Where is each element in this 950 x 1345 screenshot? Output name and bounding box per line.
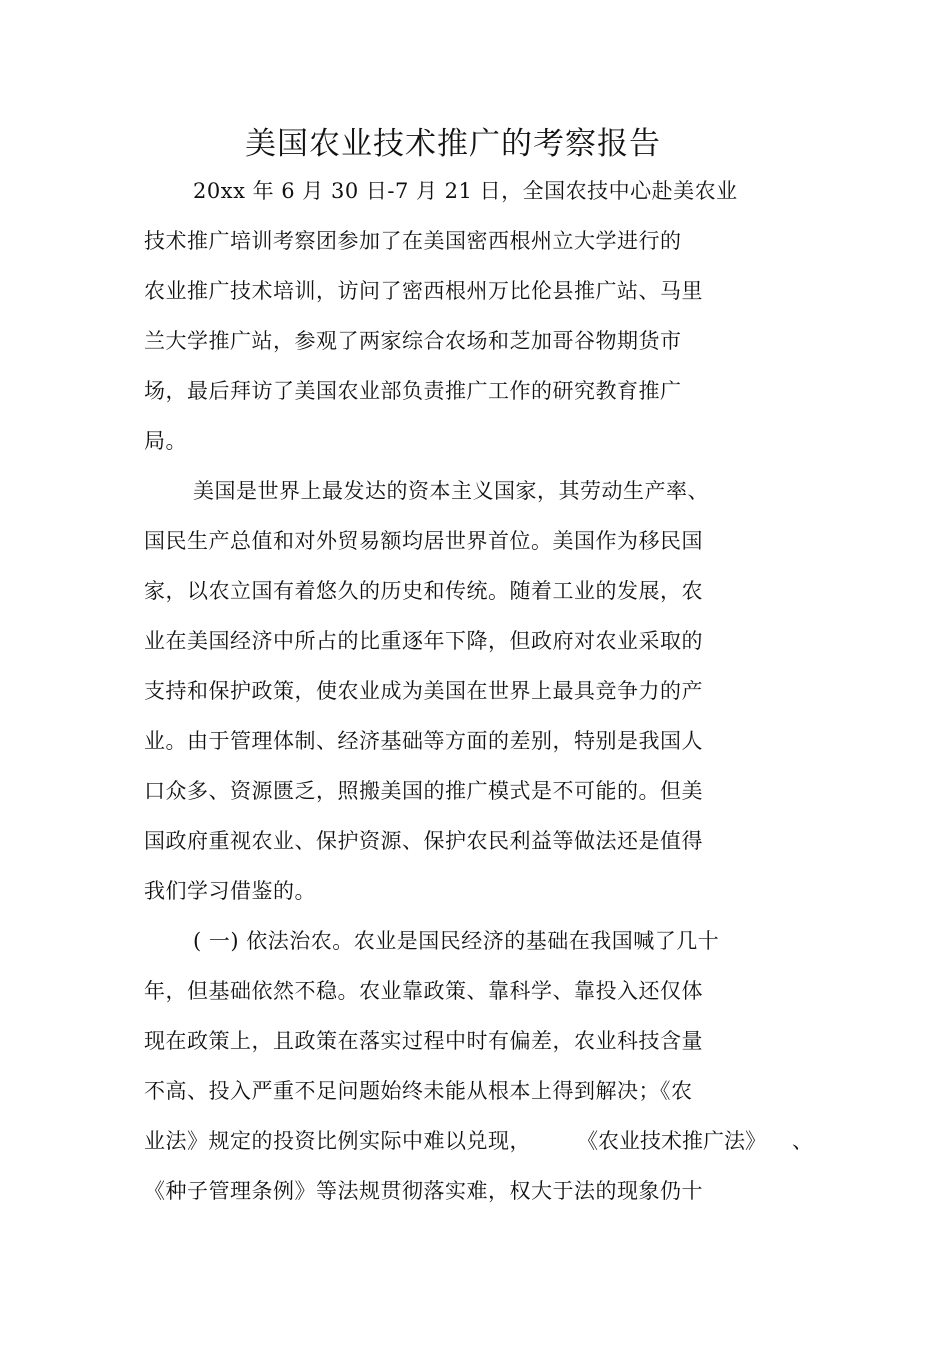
paragraph-1-line-3: 农业推广技术培训，访问了密西根州万比伦县推广站、马里 xyxy=(144,279,703,303)
paragraph-3-line-6: 《种子管理条例》等法规贯彻落实难，权大于法的现象仍十 xyxy=(144,1179,703,1203)
paragraph-2-line-7: 口众多、资源匮乏，照搬美国的推广模式是不可能的。但美 xyxy=(144,779,703,803)
paragraph-3-line-5-law-title: 《农业技术推广法》 xyxy=(577,1129,766,1153)
paragraph-2-line-9: 我们学习借鉴的。 xyxy=(144,879,316,903)
paragraph-3-line-4: 不高、投入严重不足问题始终未能从根本上得到解决；《农 xyxy=(144,1079,693,1103)
paragraph-1-line-4: 兰大学推广站，参观了两家综合农场和芝加哥谷物期货市 xyxy=(144,329,682,353)
paragraph-1-line-1: 20xx 年 6 月 30 日-7 月 21 日，全国农技中心赴美农业 xyxy=(193,179,738,203)
paragraph-2-line-3: 家，以农立国有着悠久的历史和传统。随着工业的发展，农 xyxy=(144,579,703,603)
paragraph-2-line-8: 国政府重视农业、保护资源、保护农民利益等做法还是值得 xyxy=(144,829,703,853)
paragraph-2-line-6: 业。由于管理体制、经济基础等方面的差别，特别是我国人 xyxy=(144,729,703,753)
paragraph-3-line-2: 年，但基础依然不稳。农业靠政策、靠科学、靠投入还仅体 xyxy=(144,979,703,1003)
paragraph-3-line-3: 现在政策上，且政策在落实过程中时有偏差，农业科技含量 xyxy=(144,1029,703,1053)
paragraph-2-line-1: 美国是世界上最发达的资本主义国家，其劳动生产率、 xyxy=(193,479,709,503)
paragraph-3-line-1: ( 一) 依法治农。农业是国民经济的基础在我国喊了几十 xyxy=(193,929,720,953)
paragraph-1-line-6: 局。 xyxy=(144,429,187,453)
paragraph-2-line-4: 业在美国经济中所占的比重逐年下降，但政府对农业采取的 xyxy=(144,629,703,653)
paragraph-3-line-5: 业法》规定的投资比例实际中难以兑现， xyxy=(144,1129,531,1153)
paragraph-2-line-5: 支持和保护政策，使农业成为美国在世界上最具竞争力的产 xyxy=(144,679,703,703)
paragraph-3-line-5-separator: 、 xyxy=(792,1129,813,1153)
paragraph-2-line-2: 国民生产总值和对外贸易额均居世界首位。美国作为移民国 xyxy=(144,529,703,553)
paragraph-1-line-2: 技术推广培训考察团参加了在美国密西根州立大学进行的 xyxy=(144,229,682,253)
document-title: 美国农业技术推广的考察报告 xyxy=(245,126,661,162)
paragraph-1-line-5: 场，最后拜访了美国农业部负责推广工作的研究教育推广 xyxy=(144,379,682,403)
